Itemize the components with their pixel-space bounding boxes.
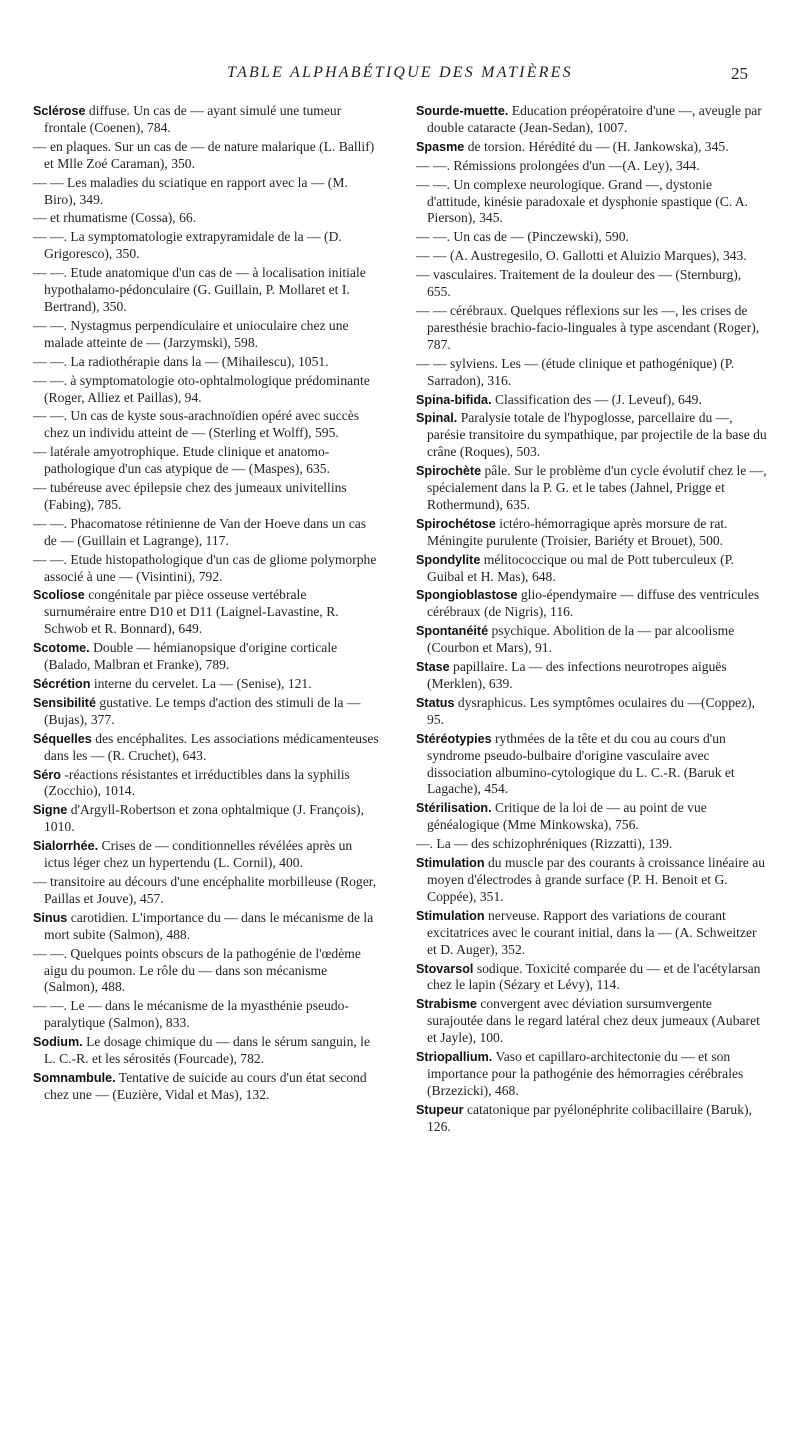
index-entry (33, 373, 381, 407)
index-entry (416, 623, 768, 657)
entry-text: — —. Phacomatose rétinienne de Van der Hoeve dans un cas de — (Guillain et Lagrange), 117. (33, 515, 367, 548)
index-entry (33, 444, 381, 478)
entry-text: ictéro-hémorragique après morsure de rat. Méningite purulente (Troisier, Bariéty et Brouet), 500. (427, 515, 728, 548)
entry-text: — —. La radiothérapie dans la — (Mihailescu), 1051. (33, 353, 329, 369)
index-entry (33, 802, 381, 836)
entry-heading: Sclérose (33, 104, 86, 118)
entry-heading: Spinal. (416, 411, 458, 426)
entry-heading: Scoliose (33, 588, 85, 603)
page-header (0, 64, 800, 86)
index-entry (416, 996, 768, 1047)
entry-heading: Spirochète (416, 464, 482, 479)
entry-heading: Sensibilité (33, 695, 96, 710)
entry-heading: Stéréotypies (416, 731, 492, 746)
index-entry (33, 640, 381, 674)
entry-text: — —. Rémissions prolongées d'un —(A. Ley), 344. (416, 157, 700, 173)
entry-heading: Strabisme (416, 997, 477, 1012)
index-entry (416, 908, 768, 959)
entry-text: Paralysie totale de l'hypoglosse, parcellaire du —, parésie transitoire du sympathique, par projectile de la base du crâne (Roques), 503. (427, 410, 767, 460)
entry-text: nerveuse. Rapport des variations de courant excitatrices avec le courant initial, dans la — (A. Schweitzer et D. Auger), 352. (427, 907, 757, 957)
index-entry (416, 410, 768, 461)
entry-heading: Somnambule. (33, 1070, 116, 1085)
index-entry (416, 516, 768, 550)
index-entry (416, 463, 768, 514)
entry-text: pâle. Sur le problème d'un cycle évolutif chez le —, spécialement dans la P. G. et le tabes (Jahnel, Prigge et Rothermund), 635. (427, 463, 767, 512)
entry-text: — —. Quelques points obscurs de la pathogénie de l'œdème aigu du poumon. Le rôle du — dans son mécanisme (Salmon), 488. (33, 945, 361, 995)
index-entry (416, 695, 768, 729)
index-entry (33, 874, 381, 908)
entry-text: gustative. Le temps d'action des stimuli de la — (Bujas), 377. (44, 694, 361, 727)
entry-text: interne du cervelet. La — (Senise), 121. (93, 676, 312, 691)
entry-heading: Sinus (33, 910, 68, 925)
index-entry (416, 139, 768, 156)
entry-text: -réactions résistantes et irréductibles dans la syphilis (Zocchio), 1014. (44, 766, 350, 799)
entry-heading: Spongioblastose (416, 588, 518, 603)
entry-heading: Stérilisation. (416, 801, 492, 816)
entry-text: diffuse. Un cas de — ayant simulé une tumeur frontale (Coenen), 784. (44, 103, 342, 135)
entry-text: carotidien. L'importance du — dans le mécanisme de la mort subite (Salmon), 488. (44, 909, 374, 942)
index-entry (33, 103, 381, 137)
index-entry (33, 676, 381, 693)
running-title: TABLE ALPHABÉTIQUE DES MATIÈRES (227, 64, 573, 81)
index-entry (33, 175, 381, 209)
index-entry (416, 552, 768, 586)
entry-heading: Signe (33, 803, 68, 818)
entry-text: — — sylviens. Les — (étude clinique et pathogénique) (P. Sarradon), 316. (416, 355, 735, 388)
entry-heading: Stupeur (416, 1102, 464, 1117)
entry-heading: Spasme (416, 139, 465, 154)
entry-heading: Spontanéité (416, 624, 489, 639)
entry-text: rythmées de la tête et du cou au cours d'un syndrome pseudo-bulbaire d'origine vasculaire avec dissociation albumino-cytologique du L. C.-R. (Baruk et Lagache), 454. (427, 730, 735, 797)
index-entry (33, 318, 381, 352)
entry-text: — et rhumatisme (Cossa), 66. (33, 210, 197, 226)
entry-text: Le dosage chimique du — dans le sérum sanguin, le L. C.-R. et les sérosités (Fourcade), 782. (44, 1034, 370, 1067)
entry-text: — — cérébraux. Quelques réflexions sur les —, les crises de paresthésie brachio-facio-linguales à type ascendant (Roger), 787. (416, 302, 760, 352)
entry-text: — —. Un cas de — (Pinczewski), 590. (416, 229, 629, 245)
entry-text: Education préopératoire d'une —, aveugle par double cataracte (Jean-Sedan), 1007. (427, 103, 762, 135)
entry-heading: Stimulation (416, 856, 485, 871)
entry-text: — —. Un cas de kyste sous-arachnoïdien opéré avec succès chez un individu atteint de — (Sterling et Wolff), 595. (33, 408, 360, 441)
entry-text: de torsion. Hérédité du — (H. Jankowska), 345. (467, 138, 729, 154)
index-entry (33, 139, 381, 173)
index-entry (416, 177, 768, 228)
entry-text: — tubéreuse avec épilepsie chez des jumeaux univitellins (Fabing), 785. (33, 480, 347, 512)
entry-text: d'Argyll-Robertson et zona ophtalmique (J. François), 1010. (44, 802, 364, 835)
index-entry (33, 767, 381, 801)
entry-text: — transitoire au décours d'une encéphalite morbilleuse (Roger, Paillas et Jouve), 457. (33, 873, 377, 906)
entry-text: sodique. Toxicité comparée du — et de l'acétylarsan chez le lapin (Sézary et Lévy), 114. (427, 960, 761, 993)
index-entry (416, 356, 768, 390)
entry-heading: Sourde-muette. (416, 104, 509, 118)
index-entry (33, 229, 381, 263)
entry-heading: Séro (33, 767, 61, 782)
entry-text: — —. Etude anatomique d'un cas de — à localisation initiale hypothalamo-pédonculaire (G. Guillain, P. Mollaret et I. Bertrand), 350. (33, 265, 366, 314)
entry-text: — —. à symptomatologie oto-ophtalmologique prédominante (Roger, Alliez et Paillas), 94. (33, 372, 370, 405)
index-entry (416, 392, 768, 409)
index-entry (416, 855, 768, 906)
index-entry (33, 408, 381, 442)
page-number: 25 (731, 64, 748, 83)
index-entry (416, 731, 768, 799)
index-entry (33, 946, 381, 997)
entry-text: mélitococcique ou mal de Pott tuberculeux (P. Guibal et H. Mas), 648. (427, 551, 735, 584)
index-entry (416, 961, 768, 995)
index-entry (416, 587, 768, 621)
index-entry (416, 303, 768, 354)
index-entry (416, 659, 768, 693)
entry-heading: Spirochétose (416, 516, 496, 531)
index-entry (416, 267, 768, 301)
entry-text: — —. Le — dans le mécanisme de la myasthénie pseudo-paralytique (Salmon), 833. (33, 998, 349, 1031)
entry-text: — —. Etude histopathologique d'un cas de gliome polymorphe associé à une — (Visintini), 792. (33, 551, 377, 584)
index-entry (33, 552, 381, 586)
entry-heading: Striopallium. (416, 1050, 493, 1065)
index-entry (416, 248, 768, 265)
left-column (33, 103, 381, 1106)
entry-text: Tentative de suicide au cours d'un état second chez une — (Euzière, Vidal et Mas), 132. (44, 1069, 367, 1102)
index-entry (33, 354, 381, 371)
index-entry (33, 731, 381, 765)
entry-text: — vasculaires. Traitement de la douleur des — (Sternburg), 655. (416, 267, 742, 300)
entry-text: — en plaques. Sur un cas de — de nature malarique (L. Ballif) et Mlle Zoé Caraman), 350. (33, 138, 375, 171)
index-entry (33, 695, 381, 729)
entry-heading: Stovarsol (416, 961, 474, 976)
entry-text: Critique de la loi de — au point de vue généalogique (Mme Minkowska), 756. (427, 800, 707, 833)
entry-heading: Sodium. (33, 1035, 83, 1050)
index-entry (33, 998, 381, 1032)
entry-text: congénitale par pièce osseuse vertébrale surnuméraire entre D10 et D11 (Laignel-Lavastine, R. Schwob et R. Bonnard), 649. (44, 587, 339, 637)
entry-text: glio-épendymaire — diffuse des ventricules cérébraux (de Nigris), 116. (427, 587, 760, 620)
index-entry (33, 516, 381, 550)
entry-heading: Stimulation (416, 908, 485, 923)
entry-heading: Spina-bifida. (416, 392, 492, 407)
entry-text: catatonique par pyélonéphrite colibacillaire (Baruk), 126. (427, 1101, 752, 1134)
entry-heading: Stase (416, 660, 450, 675)
index-entry (33, 1034, 381, 1068)
entry-heading: Sécrétion (33, 677, 91, 691)
entry-text: Double — hémianopsique d'origine corticale (Balado, Malbran et Franke), 789. (44, 640, 338, 673)
index-entry (416, 103, 768, 137)
entry-text: — — (A. Austregesilo, O. Gallotti et Aluizio Marques), 343. (416, 248, 747, 264)
index-entry (33, 265, 381, 316)
right-column (416, 103, 768, 1138)
entry-text: dysraphicus. Les symptômes oculaires du —(Coppez), 95. (427, 694, 756, 727)
entry-text: psychique. Abolition de la — par alcoolisme (Courbon et Mars), 91. (427, 623, 735, 656)
index-entry (33, 210, 381, 227)
entry-heading: Scotome. (33, 641, 90, 656)
index-entry (416, 158, 768, 175)
entry-heading: Séquelles (33, 731, 92, 746)
index-entry (33, 838, 381, 872)
index-entry (416, 1102, 768, 1136)
entry-text: — — Les maladies du sciatique en rapport avec la — (M. Biro), 349. (33, 174, 348, 207)
index-entry (416, 836, 768, 853)
entry-text: — —. La symptomatologie extrapyramidale de la — (D. Grigoresco), 350. (33, 229, 342, 262)
index-entry (33, 480, 381, 514)
entry-text: — —. Un complexe neurologique. Grand —, dystonie d'attitude, kinésie paradoxale et dysphonie spastique (C. A. Pierson), 345. (416, 176, 749, 226)
entry-text: Classification des — (J. Leveuf), 649. (494, 391, 702, 407)
entry-text: papillaire. La — des infections neurotropes aiguës (Merklen), 639. (427, 659, 727, 691)
entry-heading: Spondylite (416, 552, 481, 567)
entry-text: — latérale amyotrophique. Etude clinique et anatomo-pathologique d'un cas atypique de — (Maspes), 635. (33, 444, 330, 477)
entry-heading: Sialorrhée. (33, 839, 99, 854)
entry-text: convergent avec déviation sursumvergente surajoutée dans le regard latéral chez deux jumeaux (Aubaret et Jayle), 100. (427, 996, 760, 1046)
index-entry (33, 587, 381, 638)
index-entry (33, 1070, 381, 1104)
entry-text: — —. Nystagmus perpendiculaire et unioculaire chez une malade atteinte de — (Jarzymski), 598. (33, 317, 349, 350)
index-entry (416, 1049, 768, 1100)
entry-text: Vaso et capillaro-architectonie du — et son importance pour la pathogénie des hémorragies cérébrales (Brzezicki), 468. (427, 1049, 744, 1098)
index-entry (416, 800, 768, 834)
entry-text: Crises de — conditionnelles révélées après un ictus léger chez un hypertendu (L. Cornil), 400. (44, 838, 353, 871)
entry-text: du muscle par des courants à croissance linéaire au moyen d'électrodes à grande surface (P. H. Benoit et G. Coppée), 351. (427, 855, 766, 904)
index-entry (416, 229, 768, 246)
entry-heading: Status (416, 695, 455, 710)
entry-text: —. La — des schizophréniques (Rizzatti), 139. (416, 836, 673, 852)
index-entry (33, 910, 381, 944)
entry-text: des encéphalites. Les associations médicamenteuses dans les — (R. Cruchet), 643. (44, 730, 379, 763)
